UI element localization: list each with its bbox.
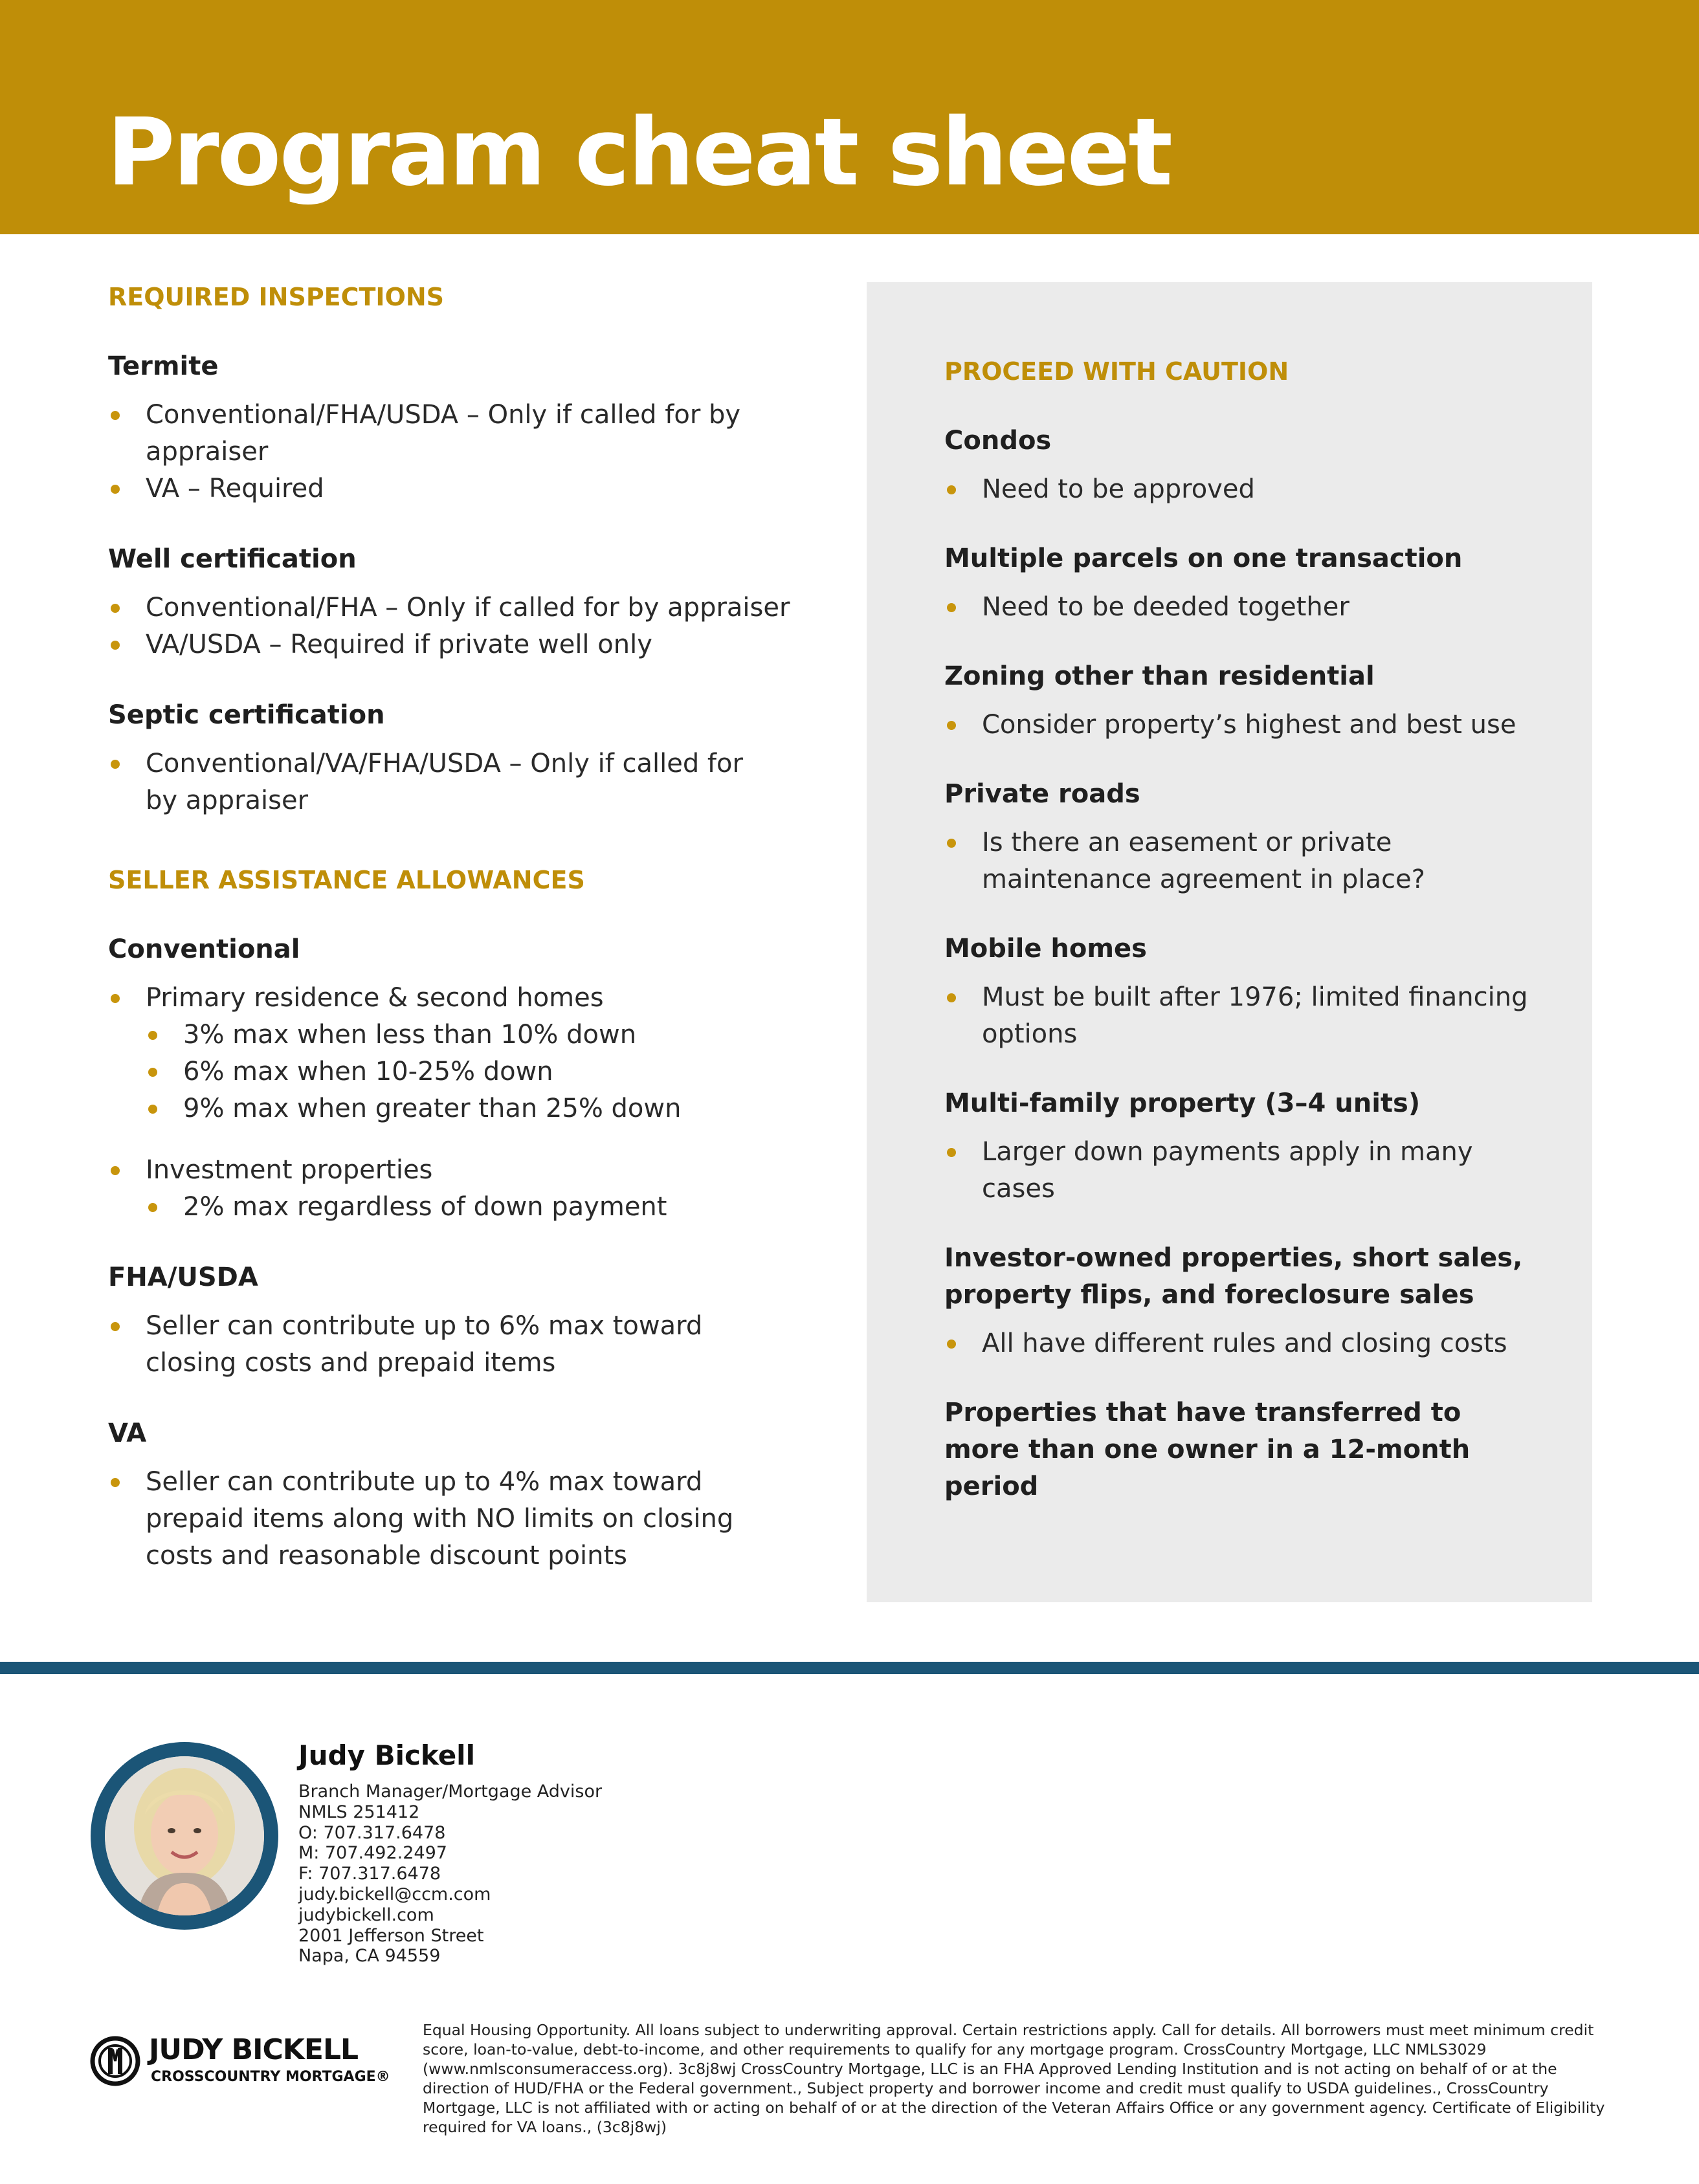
footer-divider [0,1662,1699,1674]
private-roads-list [944,824,1540,898]
bullet-icon [947,721,956,730]
list-item: Consider property’s highest and best use [944,707,1540,744]
bullet-icon [111,1478,120,1487]
list-item: Primary residence & second homes 3% max when less than 10% down 6% max when 10-25% down 9% max when greater than 25% down [108,980,833,1127]
termite-heading: Termite [108,351,219,381]
bullet-icon [947,1148,956,1157]
conventional-list [108,980,833,1127]
va-heading: VA [108,1418,147,1448]
contact-fax: F: 707.317.6478 [298,1864,441,1884]
list-item: Larger down payments apply in many cases [944,1134,1538,1208]
contact-email-link[interactable]: judy.bickell@ccm.com [298,1884,491,1904]
list-item: 2% max regardless of down payment [146,1189,833,1226]
zoning-list [944,707,1540,744]
bullet-icon [111,411,120,420]
well-certification-heading: Well certification [108,544,357,574]
list-item: Conventional/VA/FHA/USDA – Only if called for by appraiser [108,745,767,819]
list-item: Need to be deeded together [944,589,1540,626]
mobile-homes-heading: Mobile homes [944,934,1147,964]
contact-website-link[interactable]: judybickell.com [298,1904,434,1925]
list-item: Is there an easement or private maintenance agreement in place? [944,824,1474,898]
bullet-icon [111,641,120,650]
mobile-homes-list [944,979,1540,1053]
list-item: All have different rules and closing costs [944,1325,1540,1362]
transferred-properties-heading: Properties that have transferred to more than one owner in a 12-month period [944,1398,1471,1501]
contact-nmls: NMLS 251412 [298,1802,420,1822]
list-item: Need to be approved [944,471,1540,508]
multiple-parcels-heading: Multiple parcels on one transaction [944,544,1463,573]
list-item: 6% max when 10-25% down [146,1053,833,1090]
bullet-icon [111,485,120,494]
va-list [108,1464,833,1574]
multi-family-list [944,1134,1540,1208]
condos-heading: Condos [944,426,1052,456]
bullet-icon [111,994,120,1003]
fha-usda-heading: FHA/USDA [108,1263,258,1292]
condos-list [944,471,1540,508]
contact-block [298,1737,751,1967]
required-inspections-heading: REQUIRED INSPECTIONS [108,283,445,311]
list-item: Seller can contribute up to 6% max toward closing costs and prepaid items [108,1308,754,1382]
logo-company-name: CROSSCOUNTRY MORTGAGE® [151,2069,390,2085]
list-item: 3% max when less than 10% down [146,1017,833,1053]
investor-owned-list [944,1325,1540,1362]
logo-brand-name: JUDY BICKELL [149,2033,359,2066]
bullet-icon [111,1166,120,1175]
bullet-icon [947,839,956,848]
investment-sublist [146,1189,833,1226]
avatar [91,1742,278,1930]
portrait-photo [105,1756,264,1915]
bullet-icon [947,1340,956,1349]
investor-owned-heading: Investor-owned properties, short sales, property flips, and foreclosure sales [944,1243,1523,1310]
list-item: Conventional/FHA/USDA – Only if called for by appraiser [108,397,833,470]
list-item: Investment properties 2% max regardless of down payment [108,1152,833,1226]
well-certification-list [108,590,833,663]
bullet-icon [111,1322,120,1331]
septic-certification-list [108,745,833,819]
bullet-icon [148,1068,157,1077]
contact-street: 2001 Jefferson Street [298,1925,484,1946]
list-item: Conventional/FHA – Only if called for by appraiser [108,590,833,626]
contact-office-phone: O: 707.317.6478 [298,1822,446,1843]
header-banner [0,0,1699,234]
bullet-icon [148,1105,157,1114]
list-item: VA/USDA – Required if private well only [108,626,833,663]
bullet-icon [148,1031,157,1040]
investment-list [108,1152,833,1226]
left-column [108,278,833,1608]
bullet-icon [111,760,120,769]
zoning-heading: Zoning other than residential [944,661,1375,691]
private-roads-heading: Private roads [944,779,1140,809]
contact-title: Branch Manager/Mortgage Advisor [298,1781,603,1802]
page-title: Program cheat sheet [107,98,1171,206]
legal-disclaimer: Equal Housing Opportunity. All loans subject to underwriting approval. Certain restrictions apply. Call for details. All borrowers must meet minimum credit score, loan-to-value, debt-to-income, and other requirements to qualify for any mortgage program. CrossCountry Mortgage, LLC NMLS3029 (www.nmlsconsumeraccess.org). 3c8j8wj CrossCountry Mortgage, LLC is an FHA Approved Lending Institution and is not acting on behalf of or at the direction of HUD/FHA or the Federal government., Subject property and borrower income and credit must qualify to USDA guidelines., CrossCountry Mortgage, LLC is not affiliated with or acting on behalf of or at the direction of the Veteran Affairs Office or any government agency. Certificate of Eligibility required for VA loans., (3c8j8wj) [423,2021,1605,2136]
septic-certification-heading: Septic certification [108,700,385,730]
conventional-heading: Conventional [108,934,300,964]
contact-name: Judy Bickell [298,1739,475,1771]
portrait-illustration [105,1756,264,1915]
primary-residence-sublist [146,1017,833,1127]
company-logo [89,2029,413,2093]
contact-city: Napa, CA 94559 [298,1946,441,1967]
bullet-icon [947,485,956,494]
contact-mobile-phone: M: 707.492.2497 [298,1843,447,1864]
bullet-icon [111,604,120,613]
bullet-icon [947,993,956,1002]
seller-assistance-heading: SELLER ASSISTANCE ALLOWANCES [108,866,585,894]
fha-usda-list [108,1308,833,1382]
list-item: 9% max when greater than 25% down [146,1090,833,1127]
bullet-icon [947,603,956,612]
list-item: Must be built after 1976; limited financing options [944,979,1564,1053]
list-item: VA – Required [108,470,833,507]
bullet-icon [148,1203,157,1212]
multi-family-heading: Multi-family property (3–4 units) [944,1088,1421,1118]
ccm-logo-icon [89,2035,141,2087]
proceed-with-caution-heading: PROCEED WITH CAUTION [944,357,1289,386]
multiple-parcels-list [944,589,1540,626]
right-column [944,353,1540,1517]
termite-list [108,397,833,507]
list-item: Seller can contribute up to 4% max toward prepaid items along with NO limits on closing costs and reasonable discount points [108,1464,780,1574]
